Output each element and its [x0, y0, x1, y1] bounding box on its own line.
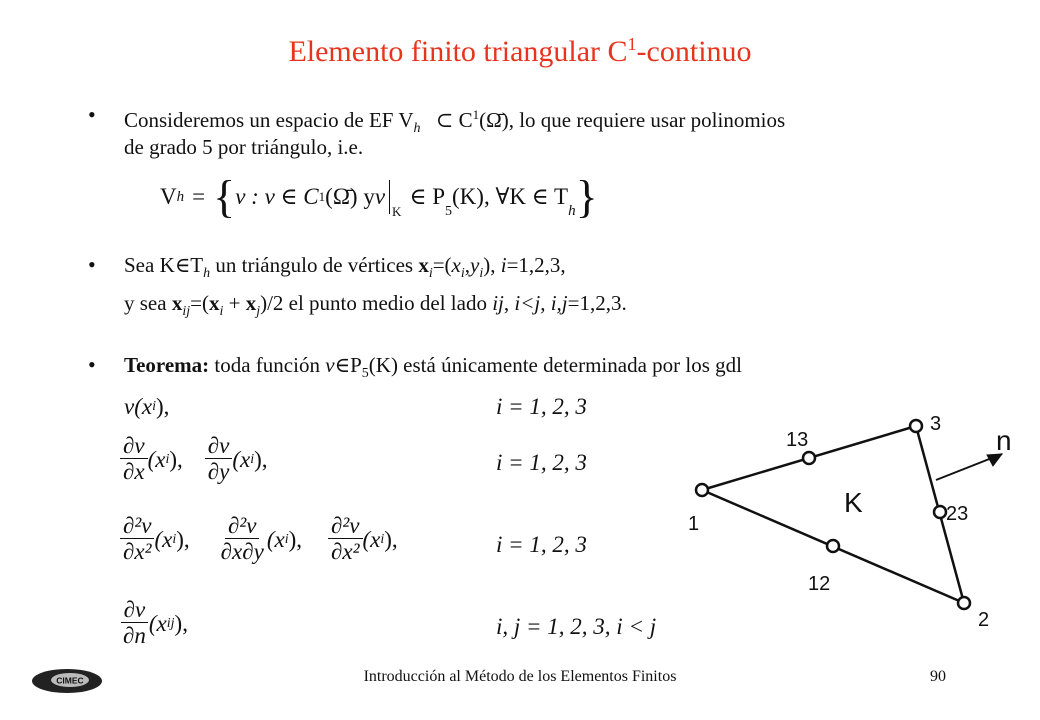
- bullet1-line1: Consideremos un espacio de EF $V_h$ ⊂ $C^1(\Omegā)$, lo que requiere usar polinomios: [124, 107, 786, 137]
- bullet2-line1: Sea $K\in T_h$ un triángulo de vértices $x_i=(x_i,y_i)$, i=1,2,3,: [124, 253, 566, 282]
- footer-course-title: Introducción al Método de los Elementos Finitos: [363, 668, 677, 685]
- dof-row-second-derivatives-range: i = 1, 2, 3: [496, 532, 587, 557]
- bullet1-line2: de grado 5 por triángulo, i.e.: [124, 135, 364, 159]
- midpoint-label-23: 23: [946, 503, 969, 525]
- dof-row-second-derivatives: $\frac{\text{∂²v}}{\text{∂x²}}$ (x i ), $\frac{\text{∂²v}}{\partial x\partial y}$ (x i ), $\frac{\text{∂²v}}{\text{∂x²}}$ (x i ),: [120, 514, 398, 565]
- bullet-marker: •: [88, 102, 96, 127]
- vertex-label-3: 3: [930, 413, 942, 435]
- vertex-node: [696, 484, 708, 496]
- vertex-label-1: 1: [688, 513, 700, 535]
- bullet2-line2: y sea $x_{ij}=(x_i + x_j)/2$ el punto medio del lado ij, i<j, i,j=1,2,3.: [124, 291, 627, 320]
- bullet-marker: •: [88, 252, 96, 277]
- dof-row-first-derivatives: $\frac{\partial v}{\partial x}$ (x i ), $\frac{\partial v}{\partial y}$ (x i ),: [120, 434, 268, 485]
- midpoint-node: [803, 452, 815, 464]
- dof-row-first-derivatives-range: i = 1, 2, 3: [496, 450, 587, 475]
- midpoint-label-12: 12: [808, 573, 831, 595]
- space-definition: V h = { v : v ∈ C 1 (Ω̄) y v $_K$ ∈ P $_5$ (K), ∀K ∈ T $_h$ }: [160, 171, 598, 222]
- slide-title: Elemento finito triangular $C^1$-continuo: [288, 34, 752, 68]
- bullet3-theorem: Teorema: toda función $v\in P_5(K)$ está únicamente determinada por los gdl: [124, 353, 742, 382]
- midpoint-node: [827, 540, 839, 552]
- midpoint-label-13: 13: [786, 429, 809, 451]
- vertex-node: [958, 597, 970, 609]
- dof-row-values-range: i = 1, 2, 3: [496, 394, 587, 419]
- vertex-label-2: 2: [978, 609, 990, 631]
- page-number: 90: [930, 668, 946, 685]
- element-label: K: [844, 487, 863, 518]
- dof-row-normal-derivative-range: i, j = 1, 2, 3, i < j: [496, 614, 657, 639]
- dof-row-normal-derivative: $\frac{\partial v}{\partial n}$ (x ij ),: [120, 598, 188, 649]
- triangle-element-diagram: [640, 400, 1040, 640]
- normal-label: n: [996, 425, 1012, 456]
- svg-text:CIMEC: CIMEC: [56, 675, 84, 686]
- midpoint-node: [934, 506, 946, 518]
- dof-row-values: v(x i ),: [124, 394, 170, 419]
- vertex-node: [910, 420, 922, 432]
- bullet-marker: •: [88, 352, 96, 377]
